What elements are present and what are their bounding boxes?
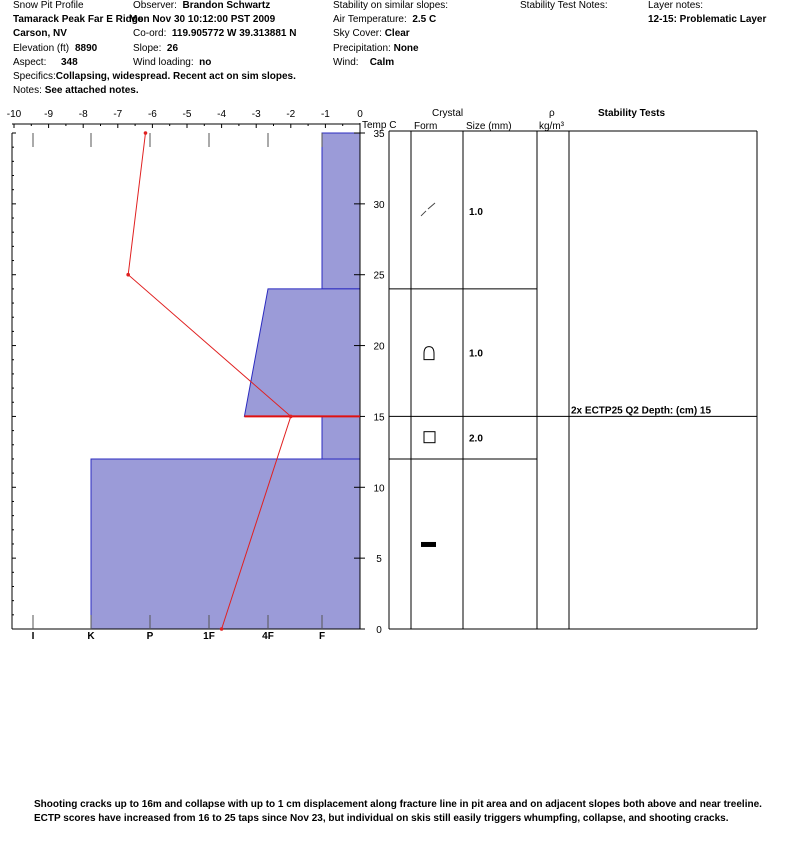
observer-value: Brandon Schwartz xyxy=(182,0,271,11)
sky-label: Sky Cover: xyxy=(333,28,382,39)
grain-size: 1.0 xyxy=(469,206,483,218)
hardness-tick-label: P xyxy=(146,631,154,642)
hardness-tick-label: K xyxy=(87,631,95,642)
notes-label: Notes: xyxy=(13,85,42,96)
sky-value: Clear xyxy=(384,28,410,39)
coord-label: Co-ord: xyxy=(133,28,167,39)
coord-value: 119.905772 W 39.313881 N xyxy=(171,28,297,39)
depth-tick-label: 15 xyxy=(373,412,385,424)
wind-value: Calm xyxy=(369,57,395,68)
temperature-point xyxy=(289,415,293,419)
depth-tick-label: 10 xyxy=(373,483,385,495)
layer-notes-label: Layer notes: xyxy=(648,0,704,11)
aspect-label: Aspect: xyxy=(13,57,47,68)
air-temp-value: 2.5 C xyxy=(412,14,437,25)
temp-tick-label: -8 xyxy=(78,109,88,120)
temp-tick-label: -6 xyxy=(147,109,157,120)
observer-label: Observer: xyxy=(133,0,177,11)
stability-header: Stability Tests xyxy=(598,108,666,119)
observation-date: Mon Nov 30 10:12:00 PST 2009 xyxy=(129,14,276,25)
elevation-value: 8890 xyxy=(75,43,98,54)
stability-notes-label: Stability Test Notes: xyxy=(520,0,608,11)
layer-notes-value: 12-15: Problematic Layer xyxy=(648,14,767,25)
precip-value: None xyxy=(393,43,419,54)
rho-header: ρ xyxy=(549,108,555,119)
form-header: Form xyxy=(414,121,438,132)
slope-value: 26 xyxy=(166,43,179,54)
faceted-icon xyxy=(424,432,435,443)
decomposing-icon xyxy=(421,211,426,216)
temp-tick-label: -9 xyxy=(44,109,54,120)
specifics-value: Collapsing, widespread. Recent act on sim slopes. xyxy=(55,71,296,82)
wind-label: Wind: xyxy=(333,57,359,68)
grain-size: 1.0 xyxy=(469,348,483,360)
hardness-tick-label: 4F xyxy=(262,631,274,642)
grain-size: 2.0 xyxy=(469,433,483,445)
depth-tick-label: 20 xyxy=(373,341,385,353)
hardness-tick-label: F xyxy=(318,631,326,642)
footer-notes: Shooting cracks up to 16m and collapse with up to 1 cm displacement along fracture line in pit area and on adjacent slopes both above and near treeline. ECTP scores have increased from 16 to 25 taps since Nov 23, but individual on skis still easily triggers whumpfing, collapse, and shooting cracks. xyxy=(34,799,762,824)
stability-similar-label: Stability on similar slopes: xyxy=(333,0,449,11)
wind-loading-label: Wind loading: xyxy=(133,57,194,68)
temperature-point xyxy=(126,273,130,277)
temp-tick-label: -4 xyxy=(217,109,227,120)
depth-tick-label: 0 xyxy=(376,625,382,636)
temp-tick-label: -2 xyxy=(286,109,296,120)
temp-tick-label: -7 xyxy=(113,109,123,120)
hardness-layer xyxy=(322,133,360,289)
precip-label: Precipitation: xyxy=(333,43,391,54)
temperature-point xyxy=(220,627,224,631)
depth-tick-label: 5 xyxy=(376,554,382,566)
hardness-tick-label: I xyxy=(31,631,35,642)
temperature-point xyxy=(144,131,148,135)
temp-tick-label: -5 xyxy=(182,109,192,120)
depth-tick-label: 25 xyxy=(373,270,385,282)
temp-tick-label: -3 xyxy=(251,109,261,120)
hardness-layer xyxy=(322,416,360,459)
aspect-value: 348 xyxy=(61,57,78,68)
elevation-label: Elevation (ft) xyxy=(13,43,70,54)
page-title: Snow Pit Profile xyxy=(13,0,84,11)
temp-axis-title: Temp C xyxy=(362,120,397,131)
stability-test-label: 2x ECTP25 Q2 Depth: (cm) 15 xyxy=(571,405,712,417)
melt-freeze-crust-icon xyxy=(421,542,436,547)
wind-loading-value: no xyxy=(199,57,212,68)
size-header: Size (mm) xyxy=(466,121,512,132)
temp-tick-label: -10 xyxy=(6,109,22,120)
depth-tick-label: 35 xyxy=(373,129,385,140)
decomposing-icon xyxy=(428,203,435,209)
notes-value: See attached notes. xyxy=(44,85,139,96)
slope-label: Slope: xyxy=(133,43,162,54)
hardness-layer xyxy=(91,459,360,629)
specifics-label: Specifics: xyxy=(13,71,56,82)
city: Carson, NV xyxy=(13,28,67,39)
faceted-rounded-icon xyxy=(424,347,434,360)
air-temp-label: Air Temperature: xyxy=(333,14,407,25)
hardness-layer xyxy=(244,289,360,417)
temperature-axis xyxy=(7,109,363,128)
temp-tick-label: -1 xyxy=(320,109,330,120)
depth-tick-label: 30 xyxy=(373,199,385,211)
rho-units-header: kg/m³ xyxy=(539,121,564,132)
hardness-tick-label: 1F xyxy=(203,631,215,642)
hardness-profile xyxy=(12,123,360,629)
location: Tamarack Peak Far E Ridge xyxy=(13,14,144,25)
layer-table xyxy=(389,131,757,629)
crystal-header: Crystal xyxy=(432,108,464,119)
temp-tick-label: 0 xyxy=(357,109,363,120)
